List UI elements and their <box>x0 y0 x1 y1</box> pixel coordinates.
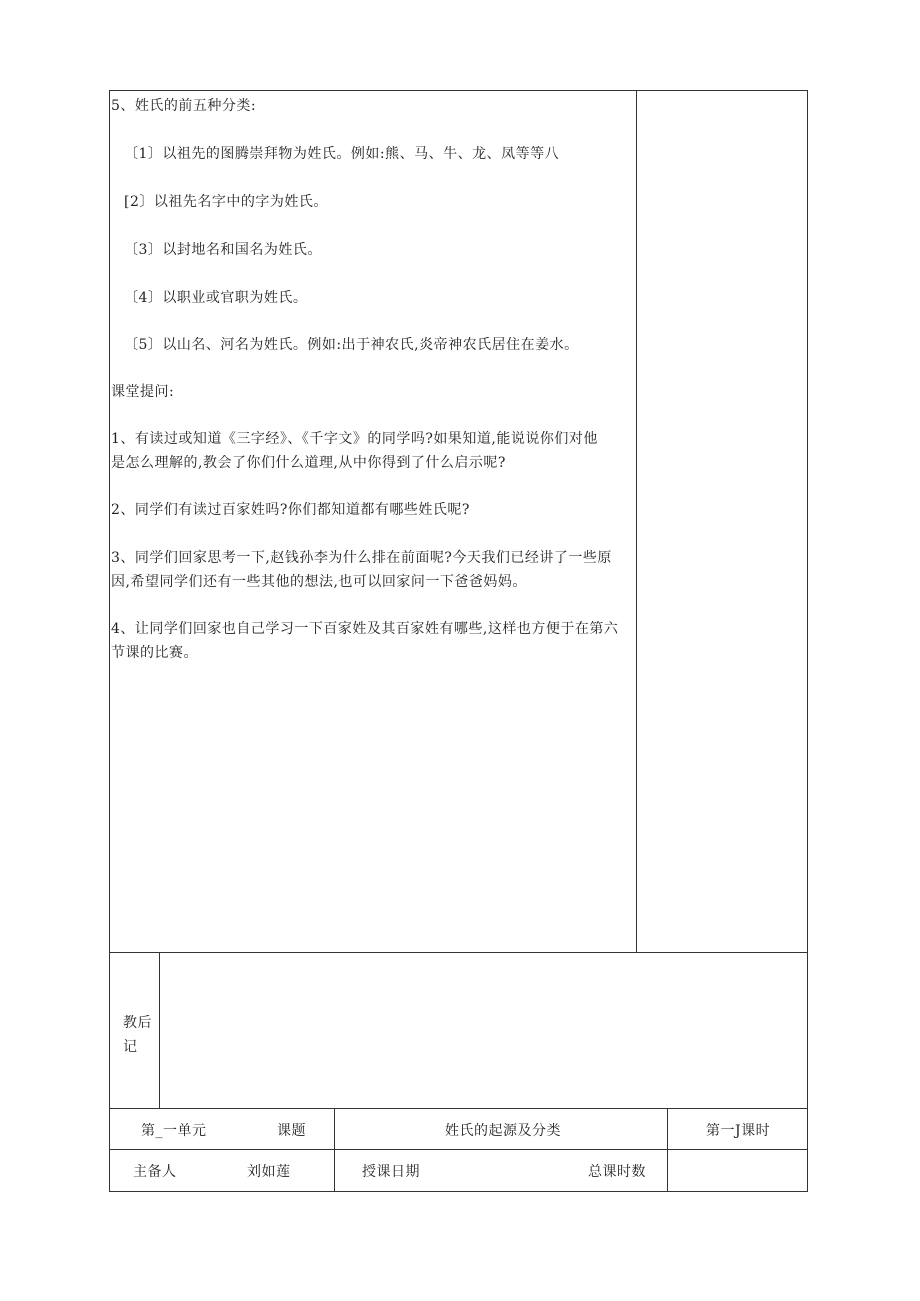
footer-divider-2 <box>667 1108 668 1191</box>
reflection-label-line-2: 记 <box>123 1039 138 1055</box>
reflection-label-divider <box>159 952 160 1108</box>
question-2: 2、同学们有读过百家姓吗?你们都知道都有哪些姓氏呢? <box>111 502 470 518</box>
topic-label: 课题 <box>277 1123 306 1139</box>
table-border-right <box>807 90 808 1192</box>
topic-title: 姓氏的起源及分类 <box>445 1123 561 1139</box>
question-3-line-2: 因,希望同学们还有一些其他的想法,也可以回家问一下爸爸妈妈。 <box>111 574 527 590</box>
table-divider-footer-row <box>109 1149 808 1150</box>
side-column-divider <box>636 90 637 952</box>
table-divider-reflection <box>109 952 808 953</box>
category-item-5: 〔5〕以山名、河名为姓氏。例如:出于神农氏,炎帝神农氏居住在姜水。 <box>124 337 579 353</box>
table-border-left <box>109 90 110 1192</box>
table-border-bottom <box>109 1191 808 1192</box>
question-4-line-2: 节课的比赛。 <box>111 645 198 661</box>
preparer-label: 主备人 <box>133 1164 177 1180</box>
unit-label: 第_一单元 <box>141 1123 207 1139</box>
question-4-line-1: 4、让同学们回家也自己学习一下百家姓及其百家姓有哪些,这样也方便于在第六 <box>111 621 619 637</box>
footer-divider-1 <box>334 1108 335 1191</box>
table-border-top <box>109 90 808 91</box>
category-item-4: 〔4〕以职业或官职为姓氏。 <box>124 290 308 306</box>
question-1-line-1: 1、有读过或知道《三字经》、《千字文》的同学吗?如果知道,能说说你们对他 <box>111 431 598 447</box>
category-item-2: [2〕以祖先名字中的字为姓氏。 <box>124 194 328 210</box>
category-item-3: 〔3〕以封地名和国名为姓氏。 <box>124 242 322 258</box>
table-divider-footer <box>109 1108 808 1109</box>
reflection-label-line-1: 教后 <box>123 1015 152 1031</box>
date-label: 授课日期 <box>362 1164 420 1180</box>
question-3-line-1: 3、同学们回家思考一下,赵钱孙李为什么排在前面呢?今天我们已经讲了一些原 <box>111 550 612 566</box>
questions-heading: 课堂提问: <box>111 384 175 400</box>
section-heading: 5、姓氏的前五种分类: <box>111 98 257 114</box>
period-label: 第一J课时 <box>706 1123 771 1139</box>
preparer-name: 刘如莲 <box>247 1164 291 1180</box>
question-1-line-2: 是怎么理解的,教会了你们什么道理,从中你得到了什么启示呢? <box>111 455 506 471</box>
category-item-1: 〔1〕以祖先的图腾崇拜物为姓氏。例如:熊、马、牛、龙、凤等等八 <box>124 146 560 162</box>
total-periods-label: 总课时数 <box>588 1164 646 1180</box>
